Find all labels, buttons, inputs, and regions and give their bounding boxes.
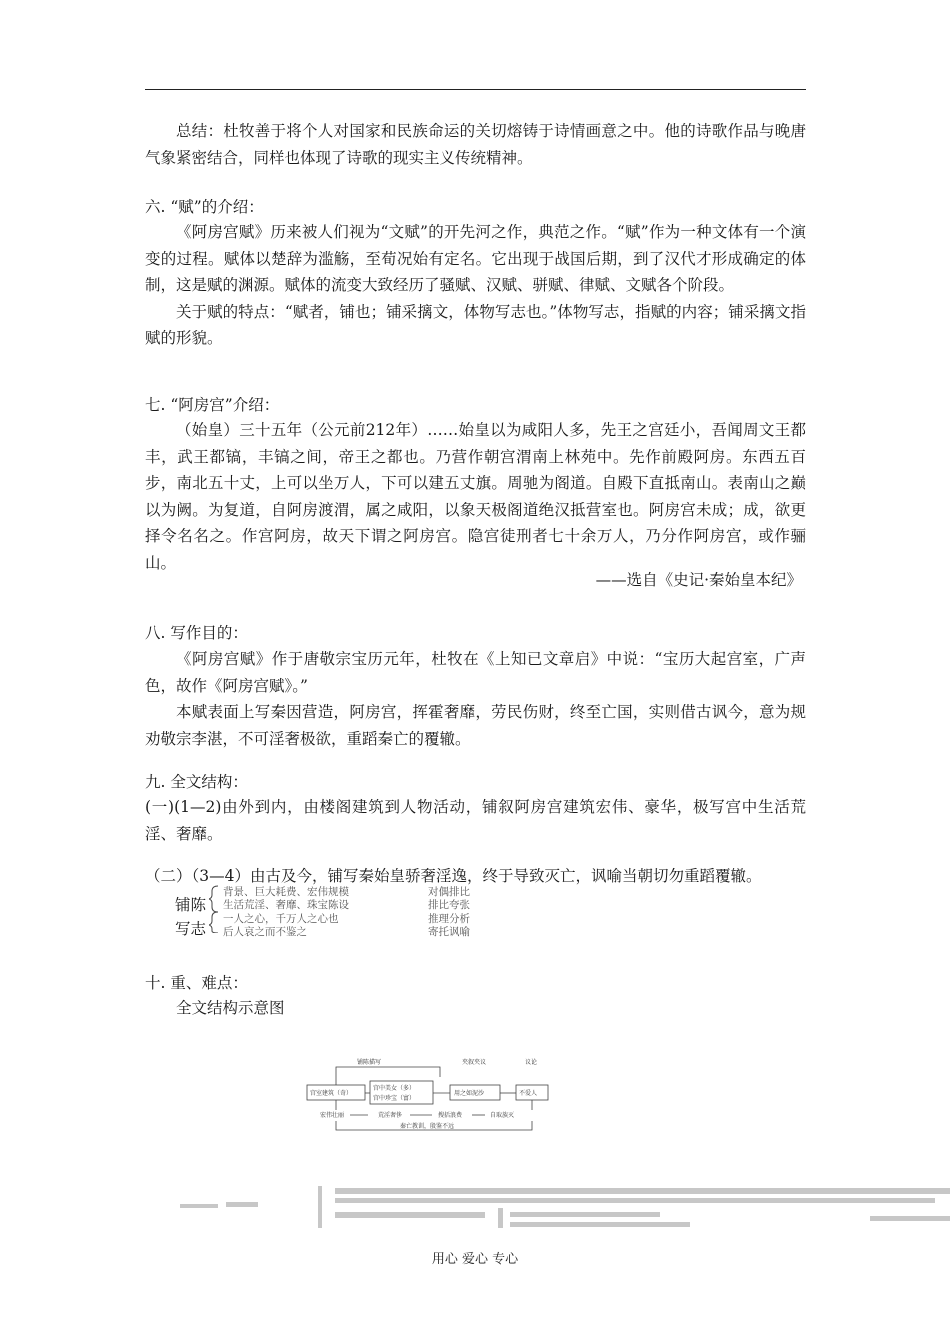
section-9-paragraph-2: （二）（3—4）由古及今，铺写秦始皇骄奢淫逸，终于导致灭亡，讽喻当朝切勿重蹈覆辙。	[145, 867, 762, 885]
section-10-subtitle: 全文结构示意图	[176, 999, 285, 1017]
section-7-heading: 七. “阿房宫”介绍：	[145, 396, 280, 414]
structure-row-3-method: 推理分析	[428, 913, 470, 925]
structure-row-2-content: 生活荒淫、奢靡、珠宝陈设	[223, 899, 349, 911]
diagram-box-4: 不爱人	[519, 1090, 538, 1097]
brace-graphic	[209, 885, 219, 933]
structure-outline	[175, 881, 535, 937]
structure-row-4-content: 后人哀之而不鉴之	[223, 926, 307, 938]
section-6-body	[145, 219, 806, 352]
section-10-heading: 十. 重、难点：	[145, 974, 248, 992]
section-9-heading: 九. 全文结构：	[145, 773, 248, 791]
structure-row-2-method: 排比夸张	[428, 899, 470, 911]
diagram-bottom-1: 宏伟壮丽	[320, 1112, 345, 1119]
diagram-box-2b: 宫中珍宝（富）	[373, 1095, 416, 1102]
diagram-box-2a: 宫中美女（多）	[373, 1085, 416, 1092]
structure-row-1-method: 对偶排比	[428, 886, 470, 898]
header-rule	[145, 89, 806, 90]
diagram-top-1: 铺陈描写	[357, 1059, 382, 1066]
structure-row-1-content: 背景、巨大耗费、宏伟规模	[223, 886, 349, 898]
section-9-paragraph-1: (一)(1—2)由外到内，由楼阁建筑到人物活动，铺叙阿房宫建筑宏伟、豪华，极写宫中生活荒淫、奢靡。	[145, 798, 806, 843]
diagram-bottom-3: 搜括浪费	[438, 1112, 463, 1119]
diagram-bottom-caption: 秦亡教训，殷鉴不远	[400, 1123, 455, 1130]
section-8-heading: 八. 写作目的：	[145, 624, 248, 642]
summary-paragraph	[145, 118, 806, 171]
diagram-top-3: 议论	[525, 1059, 538, 1066]
structure-row-4-method: 寄托讽喻	[428, 926, 470, 938]
diagram-box-3: 用之如泥沙	[454, 1090, 485, 1097]
section-8-paragraph-1: 《阿房宫赋》作于唐敬宗宝历元年，杜牧在《上知已文章启》中说：“宝历大起宫室，广声色，故作《阿房宫赋》。”	[145, 650, 806, 695]
faded-scan-artifact	[180, 1182, 950, 1232]
section-6-heading: 六. “赋”的介绍：	[145, 198, 264, 216]
structure-diagram	[290, 1055, 570, 1140]
section-7-source: ——选自《史记·秦始皇本纪》	[595, 571, 802, 589]
section-6-paragraph-1: 《阿房宫赋》历来被人们视为“文赋”的开先河之作，典范之作。“赋”作为一种文体有一个演变的过程。赋体以楚辞为滥觞，至荀况始有定名。它出现于战国后期，到了汉代才形成确定的体制，这是赋的渊源。赋体的流变大致经历了骚赋、汉赋、骈赋、律赋、文赋各个阶段。	[145, 223, 806, 294]
section-7-body	[145, 417, 806, 576]
diagram-box-1: 宫室建筑（奇）	[310, 1090, 353, 1097]
section-7-paragraph-1: （始皇）三十五年（公元前212年）……始皇以为咸阳人多，先王之宫廷小，吾闻周文王都丰，武王都镐，丰镐之间，帝王之都也。乃营作朝宫渭南上林苑中。先作前殿阿房。东西五百步，南北五十丈，上可以坐万人，下可以建五丈旗。周驰为阁道。自殿下直抵南山。表南山之巅以为阙。为复道，自阿房渡渭，属之咸阳，以象天极阁道绝汉抵营室也。阿房宫未成；成，欲更择令名名之。作宫阿房，故天下谓之阿房宫。隐宫徒刑者七十余万人，乃分作阿房宫，或作骊山。	[145, 421, 806, 572]
section-6-paragraph-2: 关于赋的特点：“赋者，铺也；铺采摛文，体物写志也。”体物写志，指赋的内容；铺采摛文指赋的形貌。	[145, 302, 806, 347]
page-footer: 用心 爱心 专心	[431, 1252, 519, 1267]
structure-row-3-content: 一人之心，千万人之心也	[223, 913, 339, 925]
xie-zhi-label: 写志	[175, 920, 207, 938]
pu-chen-label: 铺陈	[175, 896, 207, 914]
diagram-top-2: 夹叙夹议	[462, 1059, 487, 1066]
diagram-bottom-4: 自取族灭	[490, 1112, 515, 1119]
section-8-body	[145, 646, 806, 752]
section-8-paragraph-2: 本赋表面上写秦因营造，阿房宫，挥霍奢靡，劳民伤财，终至亡国，实则借古讽今，意为规劝敬宗李湛，不可淫奢极欲，重蹈秦亡的覆辙。	[145, 703, 806, 748]
section-9-part-1	[145, 794, 806, 847]
summary-text: 总结：杜牧善于将个人对国家和民族命运的关切熔铸于诗情画意之中。他的诗歌作品与晚唐气象紧密结合，同样也体现了诗歌的现实主义传统精神。	[145, 122, 806, 167]
diagram-bottom-2: 荒淫奢侈	[378, 1112, 403, 1119]
